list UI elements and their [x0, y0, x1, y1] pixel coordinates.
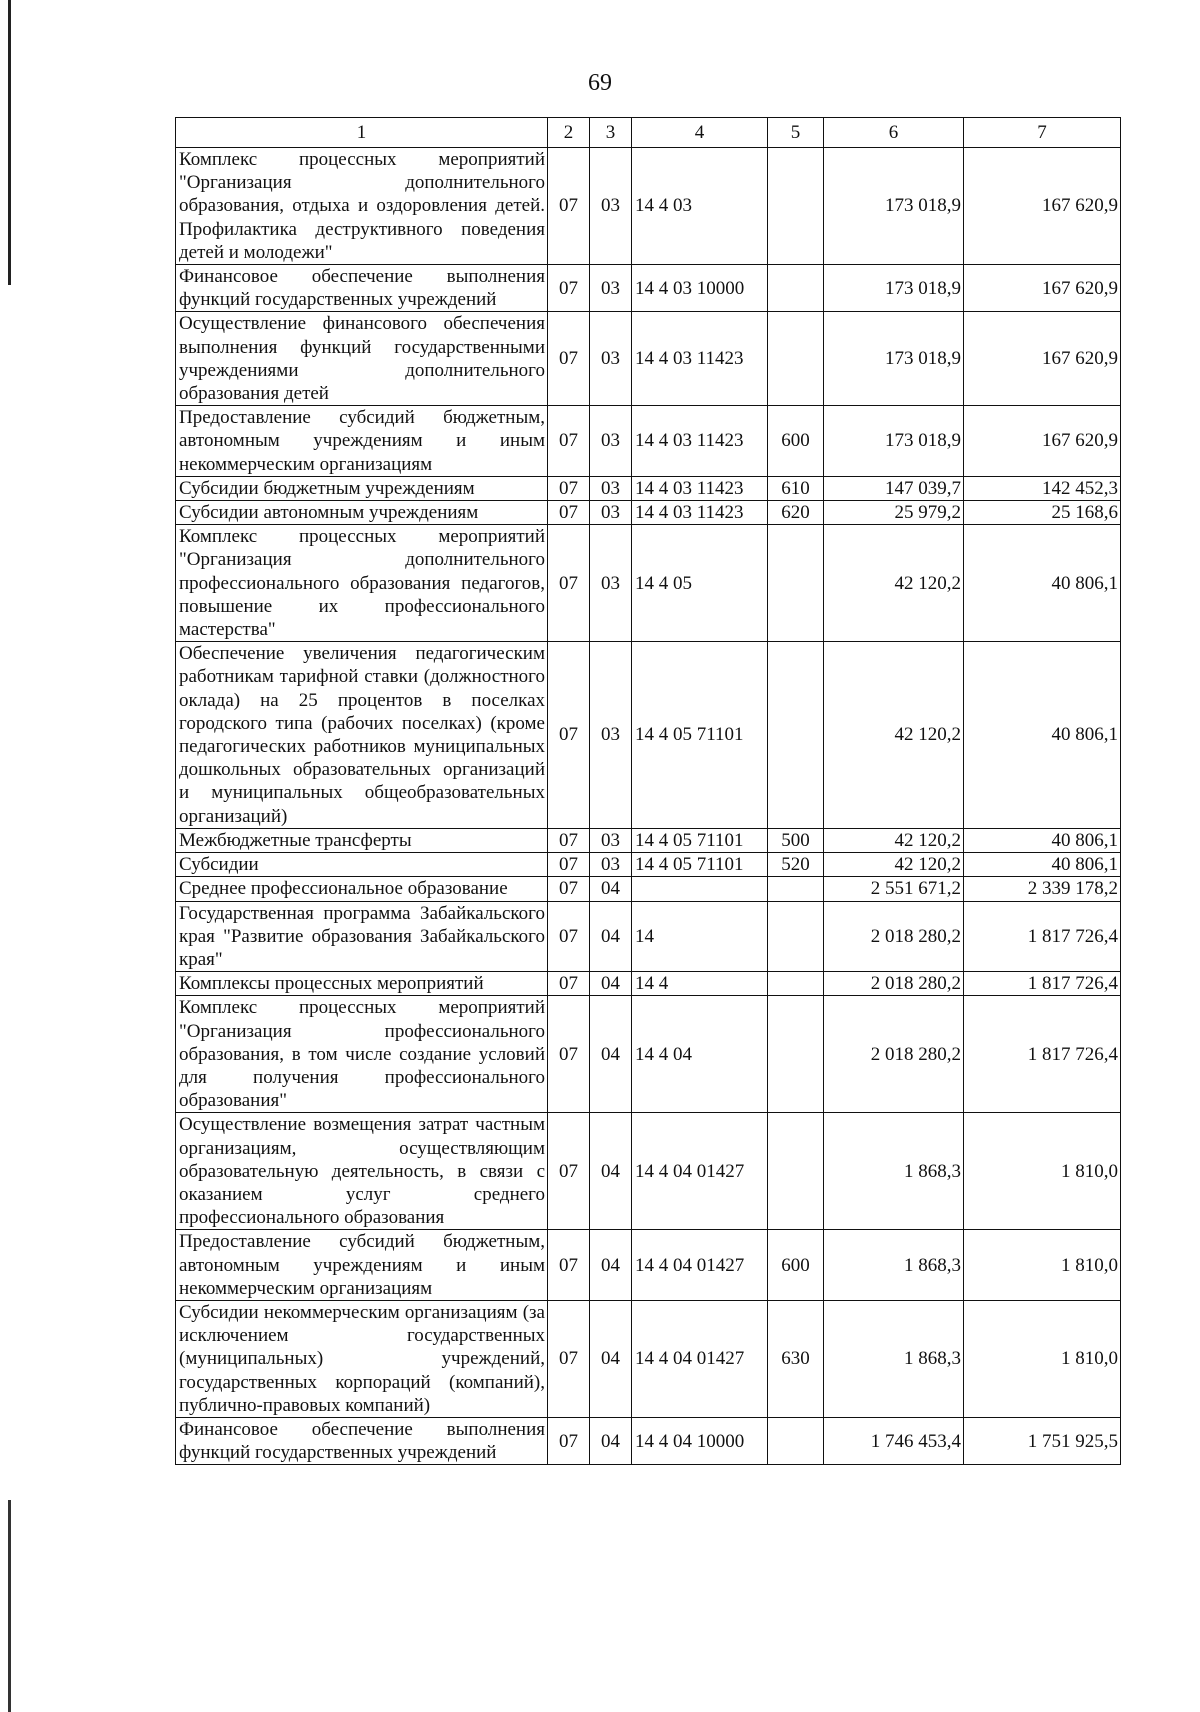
expense-type-cell	[768, 877, 824, 901]
target-article-cell: 14 4	[632, 972, 768, 996]
amount-year2-cell: 1 817 726,4	[964, 996, 1121, 1113]
expense-type-cell	[768, 901, 824, 972]
amount-year1-cell: 42 120,2	[824, 642, 964, 829]
expense-type-cell	[768, 972, 824, 996]
target-article-cell: 14 4 05	[632, 525, 768, 642]
section-code-cell: 07	[548, 1417, 590, 1464]
col-header-2: 2	[548, 118, 590, 148]
section-code-cell: 07	[548, 148, 590, 265]
target-article-cell: 14 4 04 01427	[632, 1300, 768, 1417]
col-header-1: 1	[176, 118, 548, 148]
row-name-cell: Комплекс процессных мероприятий "Организация дополнительного профессионального образования педагогов, повышение их профессионального мастерства"	[176, 525, 548, 642]
expense-type-cell	[768, 265, 824, 312]
row-name-cell: Среднее профессиональное образование	[176, 877, 548, 901]
section-code-cell: 07	[548, 1300, 590, 1417]
section-code-cell: 07	[548, 996, 590, 1113]
expense-type-cell	[768, 312, 824, 406]
row-name-cell: Предоставление субсидий бюджетным, автономным учреждениям и иным некоммерческим организациям	[176, 1230, 548, 1301]
row-name-cell: Комплексы процессных мероприятий	[176, 972, 548, 996]
amount-year2-cell: 1 751 925,5	[964, 1417, 1121, 1464]
subsection-code-cell: 04	[590, 996, 632, 1113]
table-row	[176, 265, 1121, 312]
section-code-cell: 07	[548, 501, 590, 525]
row-name-cell: Субсидии	[176, 853, 548, 877]
subsection-code-cell: 03	[590, 476, 632, 500]
target-article-cell: 14 4 04 10000	[632, 1417, 768, 1464]
col-header-5: 5	[768, 118, 824, 148]
table-row	[176, 148, 1121, 265]
table-row	[176, 1230, 1121, 1301]
subsection-code-cell: 04	[590, 1230, 632, 1301]
amount-year2-cell: 1 810,0	[964, 1230, 1121, 1301]
budget-table	[175, 117, 1121, 1465]
section-code-cell: 07	[548, 1230, 590, 1301]
expense-type-cell: 620	[768, 501, 824, 525]
subsection-code-cell: 04	[590, 901, 632, 972]
section-code-cell: 07	[548, 877, 590, 901]
subsection-code-cell: 03	[590, 148, 632, 265]
target-article-cell: 14 4 05 71101	[632, 642, 768, 829]
section-code-cell: 07	[548, 476, 590, 500]
amount-year1-cell: 173 018,9	[824, 312, 964, 406]
amount-year2-cell: 40 806,1	[964, 828, 1121, 852]
row-name-cell: Субсидии некоммерческим организациям (за исключением государственных (муниципальных) учреждений, государственных корпораций (компаний), публично-правовых компаний)	[176, 1300, 548, 1417]
table-row	[176, 877, 1121, 901]
amount-year1-cell: 2 018 280,2	[824, 996, 964, 1113]
row-name-cell: Комплекс процессных мероприятий "Организация дополнительного образования, отдыха и оздоровления детей. Профилактика деструктивного поведения детей и молодежи"	[176, 148, 548, 265]
target-article-cell: 14 4 03 11423	[632, 501, 768, 525]
section-code-cell: 07	[548, 312, 590, 406]
row-name-cell: Финансовое обеспечение выполнения функций государственных учреждений	[176, 265, 548, 312]
target-article-cell: 14 4 04 01427	[632, 1230, 768, 1301]
amount-year2-cell: 40 806,1	[964, 853, 1121, 877]
header-row	[176, 118, 1121, 148]
table-row	[176, 1113, 1121, 1230]
table-row	[176, 501, 1121, 525]
table-row	[176, 312, 1121, 406]
expense-type-cell	[768, 1113, 824, 1230]
expense-type-cell: 500	[768, 828, 824, 852]
amount-year1-cell: 42 120,2	[824, 853, 964, 877]
row-name-cell: Осуществление возмещения затрат частным организациям, осуществляющим образовательную деятельность, в связи с оказанием услуг среднего профессионального образования	[176, 1113, 548, 1230]
section-code-cell: 07	[548, 901, 590, 972]
expense-type-cell	[768, 642, 824, 829]
subsection-code-cell: 03	[590, 406, 632, 477]
amount-year1-cell: 42 120,2	[824, 525, 964, 642]
amount-year1-cell: 1 868,3	[824, 1300, 964, 1417]
amount-year1-cell: 2 551 671,2	[824, 877, 964, 901]
subsection-code-cell: 04	[590, 1113, 632, 1230]
amount-year1-cell: 173 018,9	[824, 406, 964, 477]
section-code-cell: 07	[548, 265, 590, 312]
section-code-cell: 07	[548, 525, 590, 642]
table-row	[176, 901, 1121, 972]
amount-year2-cell: 25 168,6	[964, 501, 1121, 525]
target-article-cell: 14	[632, 901, 768, 972]
row-name-cell: Субсидии бюджетным учреждениям	[176, 476, 548, 500]
target-article-cell: 14 4 04 01427	[632, 1113, 768, 1230]
table-row	[176, 642, 1121, 829]
amount-year2-cell: 1 810,0	[964, 1300, 1121, 1417]
target-article-cell: 14 4 03	[632, 148, 768, 265]
subsection-code-cell: 03	[590, 312, 632, 406]
expense-type-cell: 600	[768, 406, 824, 477]
table-row	[176, 828, 1121, 852]
target-article-cell	[632, 877, 768, 901]
table-row	[176, 406, 1121, 477]
expense-type-cell: 600	[768, 1230, 824, 1301]
amount-year1-cell: 1 868,3	[824, 1113, 964, 1230]
amount-year2-cell: 40 806,1	[964, 642, 1121, 829]
row-name-cell: Финансовое обеспечение выполнения функций государственных учреждений	[176, 1417, 548, 1464]
amount-year1-cell: 147 039,7	[824, 476, 964, 500]
row-name-cell: Обеспечение увеличения педагогическим работникам тарифной ставки (должностного оклада) на 25 процентов в поселках городского типа (рабочих поселках) (кроме педагогических работников муниципальных дошкольных образовательных организаций и муниципальных общеобразовательных организаций)	[176, 642, 548, 829]
expense-type-cell	[768, 525, 824, 642]
col-header-6: 6	[824, 118, 964, 148]
row-name-cell: Предоставление субсидий бюджетным, автономным учреждениям и иным некоммерческим организациям	[176, 406, 548, 477]
target-article-cell: 14 4 03 11423	[632, 406, 768, 477]
row-name-cell: Субсидии автономным учреждениям	[176, 501, 548, 525]
amount-year2-cell: 1 817 726,4	[964, 901, 1121, 972]
amount-year1-cell: 1 746 453,4	[824, 1417, 964, 1464]
table-row	[176, 525, 1121, 642]
amount-year2-cell: 1 817 726,4	[964, 972, 1121, 996]
amount-year1-cell: 42 120,2	[824, 828, 964, 852]
table-row	[176, 972, 1121, 996]
amount-year1-cell: 173 018,9	[824, 148, 964, 265]
row-name-cell: Комплекс процессных мероприятий "Организация профессионального образования, в том числе создание условий для получения профессионального образования"	[176, 996, 548, 1113]
expense-type-cell: 520	[768, 853, 824, 877]
section-code-cell: 07	[548, 853, 590, 877]
subsection-code-cell: 04	[590, 1417, 632, 1464]
scan-edge-mark	[8, 0, 11, 285]
row-name-cell: Межбюджетные трансферты	[176, 828, 548, 852]
expense-type-cell	[768, 1417, 824, 1464]
section-code-cell: 07	[548, 972, 590, 996]
amount-year2-cell: 167 620,9	[964, 406, 1121, 477]
row-name-cell: Государственная программа Забайкальского края "Развитие образования Забайкальского края"	[176, 901, 548, 972]
table-row	[176, 996, 1121, 1113]
table-row	[176, 853, 1121, 877]
subsection-code-cell: 03	[590, 525, 632, 642]
amount-year2-cell: 167 620,9	[964, 148, 1121, 265]
amount-year1-cell: 2 018 280,2	[824, 901, 964, 972]
amount-year1-cell: 2 018 280,2	[824, 972, 964, 996]
section-code-cell: 07	[548, 406, 590, 477]
subsection-code-cell: 03	[590, 501, 632, 525]
amount-year2-cell: 2 339 178,2	[964, 877, 1121, 901]
target-article-cell: 14 4 05 71101	[632, 853, 768, 877]
page-number: 69	[588, 70, 612, 96]
table-row	[176, 476, 1121, 500]
expense-type-cell	[768, 996, 824, 1113]
amount-year1-cell: 25 979,2	[824, 501, 964, 525]
section-code-cell: 07	[548, 642, 590, 829]
target-article-cell: 14 4 05 71101	[632, 828, 768, 852]
row-name-cell: Осуществление финансового обеспечения выполнения функций государственными учреждениями дополнительного образования детей	[176, 312, 548, 406]
col-header-7: 7	[964, 118, 1121, 148]
amount-year2-cell: 40 806,1	[964, 525, 1121, 642]
amount-year1-cell: 173 018,9	[824, 265, 964, 312]
subsection-code-cell: 03	[590, 828, 632, 852]
expense-type-cell	[768, 148, 824, 265]
scan-edge-mark-bottom	[8, 1500, 11, 1712]
subsection-code-cell: 04	[590, 972, 632, 996]
subsection-code-cell: 03	[590, 853, 632, 877]
target-article-cell: 14 4 03 11423	[632, 312, 768, 406]
subsection-code-cell: 03	[590, 265, 632, 312]
expense-type-cell: 610	[768, 476, 824, 500]
amount-year1-cell: 1 868,3	[824, 1230, 964, 1301]
target-article-cell: 14 4 03 10000	[632, 265, 768, 312]
subsection-code-cell: 03	[590, 642, 632, 829]
col-header-4: 4	[632, 118, 768, 148]
amount-year2-cell: 167 620,9	[964, 312, 1121, 406]
target-article-cell: 14 4 03 11423	[632, 476, 768, 500]
target-article-cell: 14 4 04	[632, 996, 768, 1113]
section-code-cell: 07	[548, 1113, 590, 1230]
table-row	[176, 1417, 1121, 1464]
amount-year2-cell: 1 810,0	[964, 1113, 1121, 1230]
subsection-code-cell: 04	[590, 1300, 632, 1417]
table-row	[176, 1300, 1121, 1417]
col-header-3: 3	[590, 118, 632, 148]
amount-year2-cell: 142 452,3	[964, 476, 1121, 500]
amount-year2-cell: 167 620,9	[964, 265, 1121, 312]
expense-type-cell: 630	[768, 1300, 824, 1417]
section-code-cell: 07	[548, 828, 590, 852]
subsection-code-cell: 04	[590, 877, 632, 901]
